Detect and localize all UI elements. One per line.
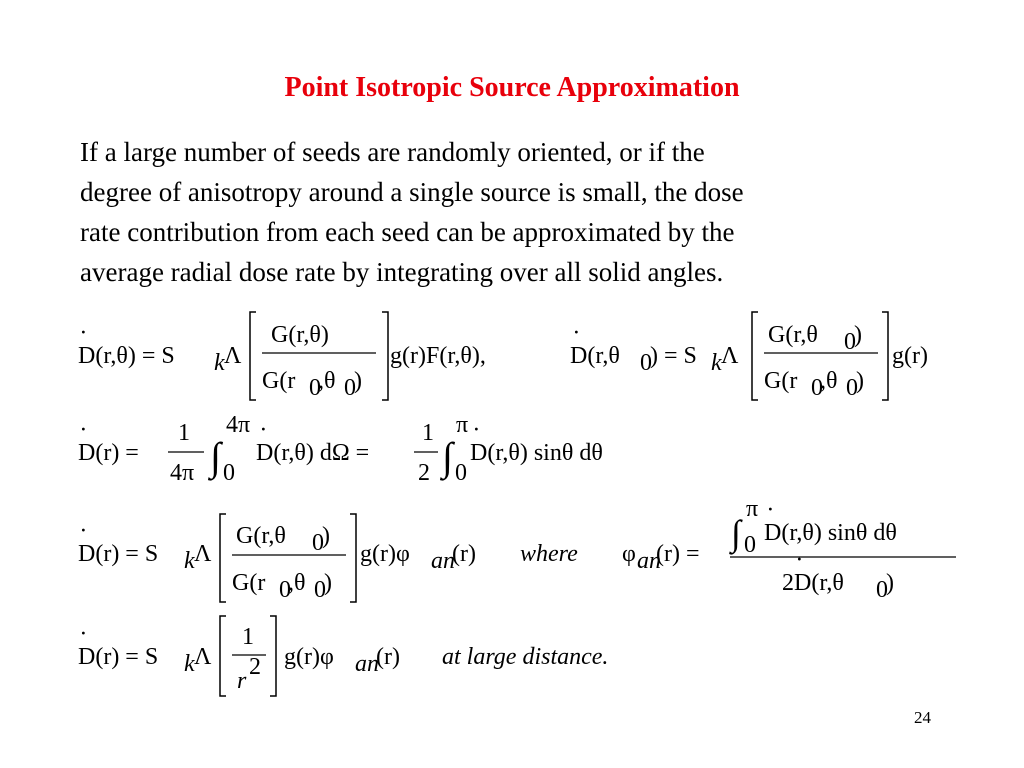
eq1-sub-k: k	[214, 350, 225, 376]
eq3-int2-upper: π	[456, 412, 469, 438]
eq4-int-upper: π	[746, 496, 759, 522]
eq2-lambda: Λ	[721, 343, 739, 369]
eq4-den-sub-0b: 0	[314, 577, 326, 603]
eq4-tail: g(r)φ	[360, 541, 410, 567]
equation-large-distance	[78, 616, 608, 696]
eq2-tail: g(r)	[892, 343, 928, 369]
paragraph-line: rate contribution from each seed can be approximated by the	[80, 217, 735, 247]
page-number: 24	[914, 708, 931, 727]
eq3-dot-2: ·	[260, 417, 266, 443]
eq4-numerator-2: )	[322, 523, 330, 549]
eq3-middle: D(r,θ) dΩ =	[256, 440, 370, 466]
eq5-note: at large distance.	[442, 644, 609, 670]
eq4-lhs: D(r) = S	[78, 541, 159, 567]
eq2-sub-0: 0	[640, 350, 652, 376]
eq4-sub-k: k	[184, 548, 195, 574]
eq3-dot: ·	[80, 417, 86, 443]
eq3-four-pi: 4π	[170, 460, 195, 486]
eq3-one: 1	[178, 420, 190, 446]
eq4-where: where	[520, 541, 578, 567]
eq2-denominator-3: )	[856, 368, 864, 394]
eq1-sub-0b: 0	[344, 375, 356, 401]
eq1-numerator: G(r,θ)	[271, 322, 329, 348]
eq4-numerator: G(r,θ	[236, 523, 286, 549]
eq5-denominator: r	[237, 668, 247, 694]
eq4-tail-2: (r)	[452, 541, 476, 567]
eq4-int-lower: 0	[744, 532, 756, 558]
eq2-denominator: G(r	[764, 368, 798, 394]
paragraph-line: average radial dose rate by integrating over all solid angles.	[80, 257, 724, 287]
eq4-frac-denominator: 2D(r,θ	[782, 570, 844, 596]
eq1-dot: ·	[80, 320, 86, 346]
eq5-tail-2: (r)	[376, 644, 400, 670]
eq1-lambda: Λ	[224, 343, 242, 369]
eq3-dot-3: ·	[473, 417, 479, 443]
eq2-numerator: G(r,θ	[768, 322, 818, 348]
right-bracket	[382, 312, 388, 400]
eq4-dot-3: ·	[796, 547, 802, 573]
right-bracket	[350, 514, 356, 602]
eq4-dot: ·	[80, 518, 86, 544]
eq5-lambda: Λ	[194, 644, 212, 670]
eq2-numerator-2: )	[854, 322, 862, 348]
integral-sign: ∫	[731, 513, 741, 553]
eq2-denominator-2: ,θ	[820, 368, 838, 394]
eq4-phi-rhs: (r) =	[656, 541, 700, 567]
eq3-int-lower: 0	[223, 460, 235, 486]
eq5-dot: ·	[80, 621, 86, 647]
eq2-lhs: D(r,θ	[570, 343, 620, 369]
eq2-den-sub-0: 0	[811, 375, 823, 401]
equation-dose-rate-formalism	[78, 312, 928, 401]
eq4-lambda: Λ	[194, 541, 212, 567]
equation-solid-angle-average	[78, 412, 603, 486]
eq1-sub-0: 0	[309, 375, 321, 401]
eq1-tail: g(r)F(r,θ),	[390, 343, 486, 369]
eq2-sub-k: k	[711, 350, 722, 376]
right-bracket	[270, 616, 276, 696]
eq5-lhs: D(r) = S	[78, 644, 159, 670]
eq3-half-den: 2	[418, 460, 430, 486]
eq5-tail: g(r)φ	[284, 644, 334, 670]
eq5-numerator: 1	[242, 624, 254, 650]
left-bracket	[250, 312, 256, 400]
eq2-dot: ·	[573, 320, 579, 346]
eq5-sub-k: k	[184, 651, 195, 677]
left-bracket	[220, 514, 226, 602]
eq4-num-sub-0: 0	[312, 530, 324, 556]
eq4-denominator-2: ,θ	[288, 570, 306, 596]
equation-anisotropy-factor	[78, 496, 956, 603]
eq3-int2-lower: 0	[455, 460, 467, 486]
eq1-denominator: G(r	[262, 368, 296, 394]
eq4-phi: φ	[622, 541, 636, 567]
eq3-lhs: D(r) =	[78, 440, 139, 466]
eq4-denominator-3: )	[324, 570, 332, 596]
eq3-half-num: 1	[422, 420, 434, 446]
eq4-denominator: G(r	[232, 570, 266, 596]
left-bracket	[220, 616, 226, 696]
slide-title: Point Isotropic Source Approximation	[284, 72, 740, 103]
eq5-superscript: 2	[249, 654, 261, 680]
eq2-den-sub-0b: 0	[846, 375, 858, 401]
left-bracket	[752, 312, 758, 400]
eq4-den-sub-0: 0	[279, 577, 291, 603]
paragraph-line: If a large number of seeds are randomly oriented, or if the	[80, 137, 705, 167]
eq3-end: D(r,θ) sinθ dθ	[470, 440, 603, 466]
right-bracket	[882, 312, 888, 400]
eq1-denominator-3: )	[354, 368, 362, 394]
eq4-sub-an: an	[431, 548, 455, 574]
eq1-lhs: D(r,θ) = S	[78, 343, 175, 369]
eq4-frac-den-close: )	[886, 570, 894, 596]
eq5-sub-an: an	[355, 651, 379, 677]
eq2-lhs-2: ) = S	[650, 343, 697, 369]
paragraph-line: degree of anisotropy around a single source is small, the dose	[80, 177, 744, 207]
eq4-phi-sub-an: an	[637, 548, 661, 574]
eq3-int-upper: 4π	[226, 412, 251, 438]
integral-sign: ∫	[442, 434, 453, 479]
integral-sign: ∫	[210, 434, 221, 479]
eq2-num-sub-0: 0	[844, 329, 856, 355]
eq4-frac-den-sub-0: 0	[876, 577, 888, 603]
eq4-frac-numerator: D(r,θ) sinθ dθ	[764, 520, 897, 546]
eq4-dot-2: ·	[767, 497, 773, 523]
eq1-denominator-2: ,θ	[318, 368, 336, 394]
